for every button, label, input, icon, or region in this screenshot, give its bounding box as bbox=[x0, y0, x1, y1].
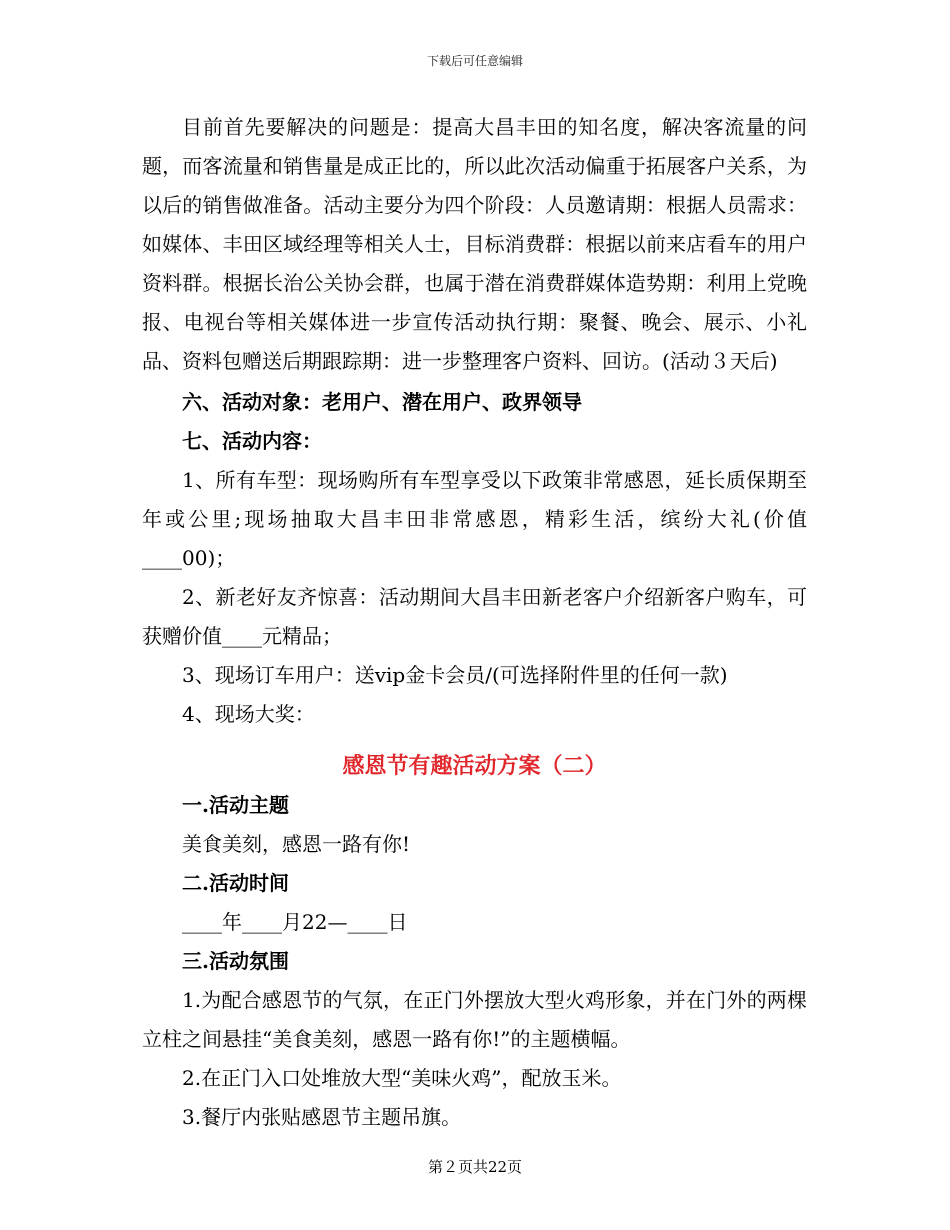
content-item-1: 1、所有车型：现场购所有车型享受以下政策非常感恩，延长质保期至年或公里;现场抽取大昌丰田非常感恩，精彩生活，缤纷大礼(价值____00)； bbox=[142, 468, 807, 570]
content-item-2: 2、新老好友齐惊喜：活动期间大昌丰田新老客户介绍新客户购车，可获赠价值____元精品； bbox=[142, 585, 807, 648]
intro-paragraph: 目前首先要解决的问题是：提高大昌丰田的知名度，解决客流量的问题，而客流量和销售量是成正比的，所以此次活动偏重于拓展客户关系，为以后的销售做准备。活动主要分为四个阶段：人员邀请期：根据人员需求：如媒体、丰田区域经理等相关人士，目标消费群：根据以前来店看车的用户资料群。根据长治公关协会群，也属于潜在消费群媒体造势期：利用上党晚报、电视台等相关媒体进一步宣传活动执行期：聚餐、晚会、展示、小礼品、资料包赠送后期跟踪期：进一步整理客户资料、回访。(活动３天后) bbox=[142, 115, 807, 373]
heading-activity-content: 七、活动内容： bbox=[182, 429, 322, 453]
section-title: 感恩节有趣活动方案（二） bbox=[342, 753, 607, 779]
heading-time: 二.活动时间 bbox=[182, 871, 289, 895]
theme-text: 美食美刻，感恩一路有你! bbox=[182, 832, 411, 856]
atmosphere-item-3: 3.餐厅内张贴感恩节主题吊旗。 bbox=[182, 1105, 462, 1129]
atmosphere-item-1: 1.为配合感恩节的气氛，在正门外摆放大型火鸡形象，并在门外的两棵立柱之间悬挂“美食美刻，感恩一路有你!”的主题横幅。 bbox=[142, 988, 807, 1051]
page-header-note: 下载后可任意编辑 bbox=[426, 54, 523, 68]
heading-atmosphere: 三.活动氛围 bbox=[182, 949, 289, 973]
heading-theme: 一.活动主题 bbox=[182, 793, 289, 817]
heading-activity-target: 六、活动对象：老用户、潜在用户、政界领导 bbox=[182, 390, 582, 414]
time-text: ____年____月22—____日 bbox=[182, 910, 408, 934]
atmosphere-item-2: 2.在正门入口处堆放大型“美味火鸡”，配放玉米。 bbox=[182, 1066, 622, 1090]
page-footer: 第２页共22页 bbox=[427, 1158, 523, 1176]
document-body bbox=[142, 108, 807, 1137]
content-item-4: 4、现场大奖： bbox=[182, 702, 315, 726]
content-item-3: 3、现场订车用户：送vip金卡会员/(可选择附件里的任何一款) bbox=[182, 663, 728, 687]
